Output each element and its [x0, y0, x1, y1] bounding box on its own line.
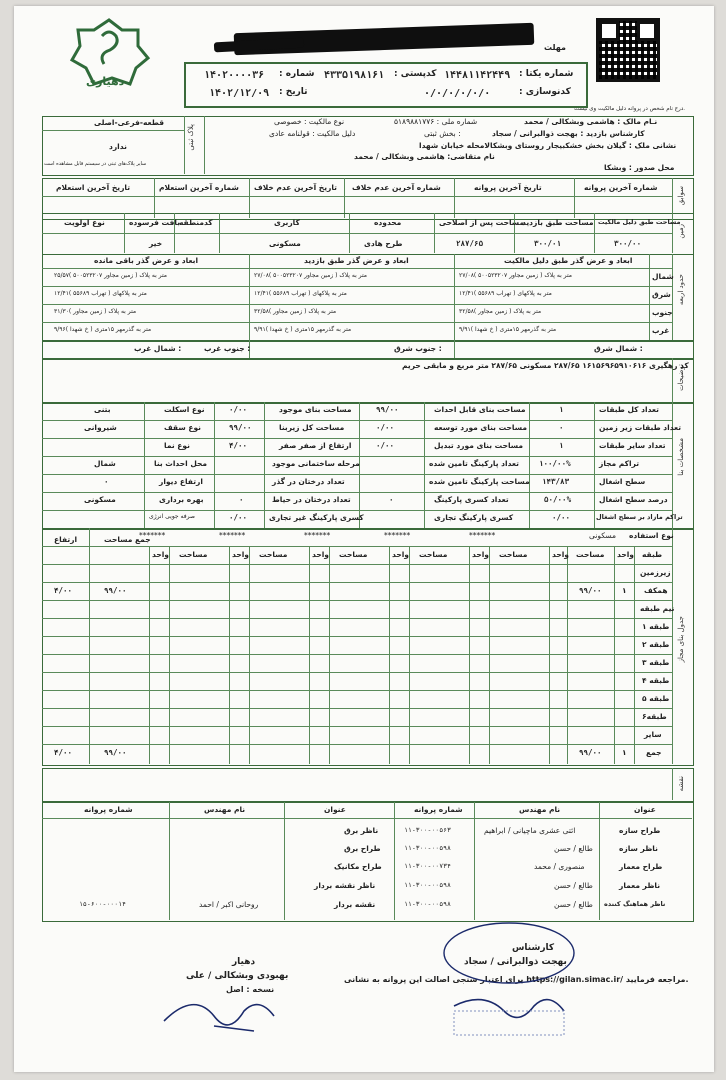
floor-col-total: جمع مساحت — [104, 535, 151, 544]
spec-2-l1: تعداد سایر طبقات — [599, 441, 666, 450]
nosazi-label: کدنوسازی : — [519, 87, 571, 97]
floor-row-10-tarea: ۹۹/۰۰ — [104, 748, 127, 757]
border-2-c3: ۳۱/۳۰متر به پلاک ( زمین مجاور ) — [54, 308, 137, 315]
sector: بخش ثبتی : — [424, 129, 461, 138]
spec-6-l4: صرفه جویی انرژی — [149, 513, 196, 520]
land-val-4: مسکونی — [269, 239, 301, 248]
land-section: زمین — [677, 224, 685, 239]
plot-label: قطعه-فرعی-اصلی — [94, 118, 164, 127]
spec-3-l2: تعداد پارکینگ تامین شده — [429, 459, 519, 468]
spec-5-l2: تعداد کسری پارکینگ — [434, 495, 509, 504]
floor-row-5: طبقه ۳ — [642, 658, 670, 667]
ownership-note: درج نام شخص در پروانه دلیل مالکیت وی نیست. — [574, 106, 686, 112]
border-nw: شمال غرب : — [134, 344, 182, 353]
notes-text: کد رهگیری ۱۶۱۵۶۹۶۵۹۱۰۶۱۶ ۲۸۷/۶۵ مسکونی ۲۸۷/۶۵ متر مربع و مابقی حریم — [402, 361, 689, 370]
borders-col-2: ابعاد و عرض گذر باقی مانده — [94, 256, 199, 265]
eng-r-3-title: ناظر نقشه بردار — [314, 881, 376, 890]
floor-row-10: جمع — [646, 748, 662, 757]
border-3-c3: ۹/۹۶متر به گذرمهر ۱۵متری ( خ شهدا ) — [54, 326, 152, 333]
use-stars-3: ******* — [304, 531, 331, 540]
spec-6-l1: تراکم مازاد بر سطح اشغال — [596, 513, 683, 521]
spec-4-l1: سطح اشغال — [599, 477, 646, 486]
eng-l-4-name: طالع / حسن — [554, 900, 593, 909]
dehyar-title: دهیار — [232, 957, 256, 967]
borders-section: حدود اربعه — [677, 274, 685, 306]
border-sw: جنوب غرب : — [204, 344, 251, 353]
history-col-3: تاریخ آخرین عدم خلاف — [254, 183, 337, 192]
spec-2-v1: ۱ — [559, 441, 564, 450]
spec-5-l3: تعداد درختان در حیاط — [272, 495, 351, 504]
eng-l-2-lic: ۱۱-۳۰۰-۰۰۷۳۴ — [404, 862, 451, 870]
spec-5-v2: ۰ — [389, 495, 394, 504]
expert-name: بهجت ذوالبرانی / سجاد — [464, 957, 567, 967]
floor-col-unit-4: واحد — [392, 550, 409, 559]
border-se: جنوب شرق : — [394, 344, 442, 353]
plot-value: ندارد — [109, 142, 127, 151]
spec-6-v1: ۰/۰۰ — [552, 513, 571, 522]
border-dir-0: شمال — [652, 272, 674, 281]
border-dir-2: جنوب — [652, 308, 673, 317]
spec-6-l2: کسری پارکینگ تجاری — [434, 513, 514, 522]
use-label: نوع استفاده — [629, 531, 674, 540]
deadline-label: مهلت — [544, 43, 566, 52]
floor-col-area-3: مساحت — [419, 550, 448, 559]
spec-3-l3: مرحله ساختمانی موجود — [272, 459, 360, 468]
floor-col-area-4: مساحت — [339, 550, 368, 559]
deed-note: دلیل مالکیت : قولنامه عادی — [269, 129, 356, 138]
use-stars-4: ******* — [219, 531, 246, 540]
owner-name: نـام مالک : هاشمی وبشکالی / محمد — [524, 117, 658, 126]
address: نشانی ملک : گیلان بخش خشکبیجار روستای وبشکالامحله خیابان شهدا — [419, 141, 677, 150]
border-dir-3: غرب — [652, 326, 670, 335]
land-val-2: ۲۸۷/۶۵ — [456, 239, 484, 248]
history-col-4: شماره آخرین استعلام — [159, 183, 239, 192]
land-val-6: خیر — [149, 239, 163, 248]
land-col-3: محدوده — [374, 218, 402, 227]
land-col-7: نوع اولویت — [64, 218, 105, 227]
spec-2-v2: ۰/۰۰ — [376, 441, 395, 450]
spec-1-l2: مساحت بنای مورد توسعه — [434, 423, 528, 432]
floor-row-1-unit: ۱ — [622, 586, 627, 595]
spec-3-l4: محل احداث بنا — [154, 459, 208, 468]
map-box — [42, 768, 694, 802]
floor-col-area-6: مساحت — [179, 550, 208, 559]
land-col-4: کاربری — [274, 218, 300, 227]
spec-0-v4: بتنی — [94, 405, 111, 414]
number-value: ۱۴۰۲۰۰۰۰۳۶ — [204, 70, 265, 81]
map-section: نقشه — [677, 776, 685, 792]
spec-3-v4: شمال — [94, 459, 116, 468]
spec-0-l2: مساحت بنای قابل احداث — [434, 405, 526, 414]
permit-document — [14, 6, 714, 1072]
spec-5-v4: مسکونی — [84, 495, 116, 504]
border-ne: شمال شرق : — [594, 344, 643, 353]
spec-6-l3: کسری پارکینگ غیر تجاری — [269, 513, 364, 522]
spec-1-v2: ۰/۰۰ — [376, 423, 395, 432]
postal-value: ۴۳۳۵۱۹۸۱۶۱ — [324, 70, 385, 81]
eng-col-0: عنوان — [634, 805, 656, 814]
eng-r-0-title: ناظر برق — [344, 826, 379, 835]
floor-row-8: طبقه۶ — [642, 712, 667, 721]
floor-col-unit-3: واحد — [472, 550, 489, 559]
border-dir-1: شرق — [652, 290, 671, 299]
eng-l-4-lic: ۱۱-۳۰۰-۰۰۵۹۸ — [404, 900, 451, 908]
floor-col-unit: واحد — [617, 550, 634, 559]
spec-1-l1: تعداد طبقات زیر زمین — [599, 423, 682, 432]
floor-row-2: نیم طبقه — [640, 604, 675, 613]
logo-text: دهیاری — [86, 75, 125, 88]
floor-row-1: همکف — [644, 586, 668, 595]
floor-row-10-unit: ۱ — [622, 748, 627, 757]
floor-row-9: سایر — [644, 730, 662, 739]
spec-4-v4: ۰ — [104, 477, 109, 486]
specs-section: مشخصات بنا — [677, 438, 685, 476]
floor-col-unit-5: واحد — [312, 550, 329, 559]
expert: کارشناس بازدید : بهجت ذوالبرانی / سجاد — [492, 129, 645, 138]
spec-1-v1: ۰ — [559, 423, 564, 432]
dehyar-name: بهبودی وبشکالی / علی — [186, 971, 289, 981]
spec-3-v1: ۱۰۰/۰۰% — [539, 459, 571, 468]
side-note: سایر پلاک‌های ثبتی در سیستم قابل مشاهده است — [44, 161, 147, 167]
spec-6-v3: ۰/۰۰ — [229, 513, 248, 522]
eng-r-1-title: طراح برق — [344, 844, 381, 853]
eng-l-3-title: ناظر معمار — [619, 881, 661, 890]
eng-l-4-title: ناظر هماهنگ کننده — [604, 900, 666, 908]
issue-place: محل صدور : وبشکا — [604, 163, 675, 172]
spec-1-v4: شیروانی — [84, 423, 117, 432]
floor-col-area-2: مساحت — [499, 550, 528, 559]
history-col-5: تاریخ آخرین استعلام — [56, 183, 131, 192]
borders-col-0: ابعاد و عرض گذر طبق دلیل مالکیت — [504, 256, 633, 265]
national-id: شماره ملی : ۵۱۸۹۸۸۱۷۷۶ — [394, 117, 478, 126]
land-col-1: مساحت طبق بازدید — [522, 218, 594, 227]
spec-1-l4: نوع سقف — [164, 423, 201, 432]
floor-row-3: طبقه ۱ — [642, 622, 670, 631]
eng-l-1-name: طالع / حسن — [554, 844, 593, 853]
floor-col-unit-6: واحد — [232, 550, 249, 559]
spec-4-l3: تعداد درختان در گذر — [272, 477, 345, 486]
border-0-c2: ۲۷/۰۸متر به پلاک ( زمین مجاور ۵۰۰۵۲۳۲۰۷ ) — [254, 272, 368, 279]
spec-5-v3: ۰ — [239, 495, 244, 504]
spec-4-v1: ۱۴۳/۸۳ — [542, 477, 570, 486]
floor-col-area-5: مساحت — [259, 550, 288, 559]
postal-label: کدپستی : — [394, 69, 437, 79]
eng-l-2-name: منصوری / محمد — [534, 862, 585, 871]
history-section: سوابق — [677, 186, 685, 206]
land-val-3: طرح هادی — [364, 239, 403, 248]
verify-note: برای اعتبار سنجی اصالت این پروانه به نشانی https://gilan.simac.ir/ مراجعه فرمایید. — [344, 975, 689, 984]
spec-0-v3: ۰/۰۰ — [229, 405, 248, 414]
floor-row-7: طبقه ۵ — [642, 694, 670, 703]
number-label: شماره : — [279, 69, 315, 79]
land-val-0: ۳۰۰/۰۰ — [614, 239, 642, 248]
eng-r-2-title: طراح مکانیک — [334, 862, 382, 871]
border-1-c3: ۱۲/۴۱متر به پلاکهای ( تهراب ۵۵۶۸۹ ) — [54, 290, 147, 297]
floor-row-4: طبقه ۲ — [642, 640, 670, 649]
spec-0-l1: تعداد کل طبقات — [599, 405, 659, 414]
border-2-c2: ۳۲/۵۸متر به پلاک ( زمین مجاور ) — [254, 308, 337, 315]
expert-title: کارشناس — [512, 943, 555, 953]
history-col-0: شماره آخرین پروانه — [584, 183, 658, 192]
land-col-0: مساحت طبق دلیل مالکیت — [598, 218, 681, 226]
spec-1-l3: مساحت کل زیربنا — [279, 423, 345, 432]
ownership-type: نوع مالکیت : خصوصی — [274, 117, 345, 126]
spec-0-v1: ۱ — [559, 405, 564, 414]
floors-section: جدول بنای مجاز — [677, 616, 685, 663]
eng-l-0-title: طراح سازه — [619, 826, 661, 835]
eng-col-4: نام مهندس — [204, 805, 246, 814]
history-col-1: تاریخ آخرین پروانه — [474, 183, 542, 192]
spec-2-l2: مساحت بنای مورد تبدیل — [434, 441, 524, 450]
qr-code — [596, 18, 660, 82]
spec-5-v1: ۵۰/۰۰% — [544, 495, 572, 504]
yekta-label: شماره یکتا : — [519, 69, 574, 79]
spec-0-v2: ۹۹/۰۰ — [376, 405, 399, 414]
eng-l-1-lic: ۱۱-۳۰۰-۰۰۵۹۸ — [404, 844, 451, 852]
expert-signature — [424, 911, 594, 1041]
border-1-c1: ۱۲/۴۱متر به پلاکهای ( تهراب ۵۵۶۸۹ ) — [459, 290, 552, 297]
floor-col-height: ارتفاع — [54, 535, 78, 544]
yekta-value: ۱۴۴۸۱۱۴۲۴۴۹ — [444, 70, 511, 81]
floor-row-0: زیرزمین — [640, 568, 671, 577]
spec-3-l1: تراکم مجاز — [599, 459, 640, 468]
floor-col-unit-2: واحد — [552, 550, 569, 559]
use-stars-1: ******* — [469, 531, 496, 540]
eng-col-3: عنوان — [324, 805, 346, 814]
eng-r-4-name: روحانی اکبر / احمد — [199, 900, 259, 909]
eng-l-0-name: ائتی عشری ماچیانی / ابراهیم — [484, 826, 576, 835]
side-label: پلاک ثبتی — [187, 124, 195, 151]
eng-l-1-title: ناظر سازه — [619, 844, 658, 853]
spec-5-l1: درصد سطح اشغال — [599, 495, 668, 504]
floor-row-10-h: ۴/۰۰ — [54, 748, 73, 757]
spec-0-l3: مساحت بنای موجود — [279, 405, 352, 414]
use-stars-5: ******* — [139, 531, 166, 540]
use-residential: مسکونی — [589, 531, 617, 540]
eng-col-1: نام مهندس — [519, 805, 561, 814]
floor-row-10-area: ۹۹/۰۰ — [579, 748, 602, 757]
history-col-2: شماره آخرین عدم خلاف — [352, 183, 441, 192]
border-1-c2: ۱۲/۴۱متر به پلاکهای ( تهراب ۵۵۶۸۹ ) — [254, 290, 347, 297]
spec-0-l4: نوع اسکلت — [164, 405, 205, 414]
land-col-6: بافت فرسوده — [129, 218, 181, 227]
eng-r-4-title: نقشه بردار — [334, 900, 376, 909]
eng-col-5: شماره پروانه — [84, 805, 133, 814]
borders-col-1: ابعاد و عرض گذر طبق بازدید — [304, 256, 409, 265]
floor-col-unit-7: واحد — [152, 550, 169, 559]
spec-4-l4: ارتفاع دیوار — [159, 477, 203, 486]
land-col-2: مساحت پس از اصلاحی — [439, 218, 525, 227]
floor-row-1-h: ۴/۰۰ — [54, 586, 73, 595]
spec-1-v3: ۹۹/۰۰ — [229, 423, 252, 432]
applicant: نام متقاضی: هاشمی وبشکالی / محمد — [354, 152, 495, 161]
spec-4-l2: مساحت پارکینگ تامین شده — [429, 477, 530, 486]
border-0-c1: ۲۷/۰۸متر به پلاک ( زمین مجاور ۵۰۰۵۲۳۲۰۷ ) — [459, 272, 573, 279]
floor-col-area: مساحت — [576, 550, 605, 559]
eng-l-3-name: طالع / حسن — [554, 881, 593, 890]
floor-row-1-area: ۹۹/۰۰ — [579, 586, 602, 595]
eng-l-0-lic: ۱۱-۳۰۰-۰۰۵۶۳ — [404, 826, 451, 834]
eng-col-2: شماره پروانه — [414, 805, 463, 814]
spec-2-l3: ارتفاع از صفر صفر — [279, 441, 352, 450]
use-stars-2: ******* — [384, 531, 411, 540]
spec-2-l4: نوع نما — [164, 441, 190, 450]
dehyar-signature — [154, 981, 304, 1051]
copy-note: نسخه : اصل — [226, 985, 275, 994]
spec-2-v3: ۴/۰۰ — [229, 441, 248, 450]
nosazi-value: ۰/۰/۰/۰/۰/۰ — [424, 88, 491, 99]
border-2-c1: ۳۲/۵۸متر به پلاک ( زمین مجاور ) — [459, 308, 542, 315]
date-value: ۱۴۰۲/۱۲/۰۹ — [209, 88, 270, 99]
eng-r-4-lic: ۱۵-۶۰۰-۰۰۰۱۴ — [79, 900, 126, 908]
eng-l-3-lic: ۱۱-۳۰۰-۰۰۵۹۸ — [404, 881, 451, 889]
land-col-5: کدمنطقه — [179, 218, 213, 227]
floor-row-1-tarea: ۹۹/۰۰ — [104, 586, 127, 595]
border-3-c2: ۹/۹۱متر به گذرمهر ۱۵متری ( خ شهدا ) — [254, 326, 352, 333]
notes-section: توضیحات — [677, 364, 685, 391]
date-label: تاریخ : — [279, 87, 308, 97]
border-3-c1: ۹/۹۱متر به گذرمهر ۱۵متری ( خ شهدا ) — [459, 326, 557, 333]
border-0-c3: ۲۵/۵۷متر به پلاک ( زمین مجاور ۵۰۰۵۲۳۲۰۷ ) — [54, 272, 168, 279]
eng-l-2-title: طراح معمار — [619, 862, 663, 871]
land-val-1: ۳۰۰/۰۱ — [534, 239, 562, 248]
floor-row-6: طبقه ۴ — [642, 676, 670, 685]
spec-5-l4: بهره برداری — [159, 495, 204, 504]
floor-col-name: طبقه — [642, 550, 663, 559]
